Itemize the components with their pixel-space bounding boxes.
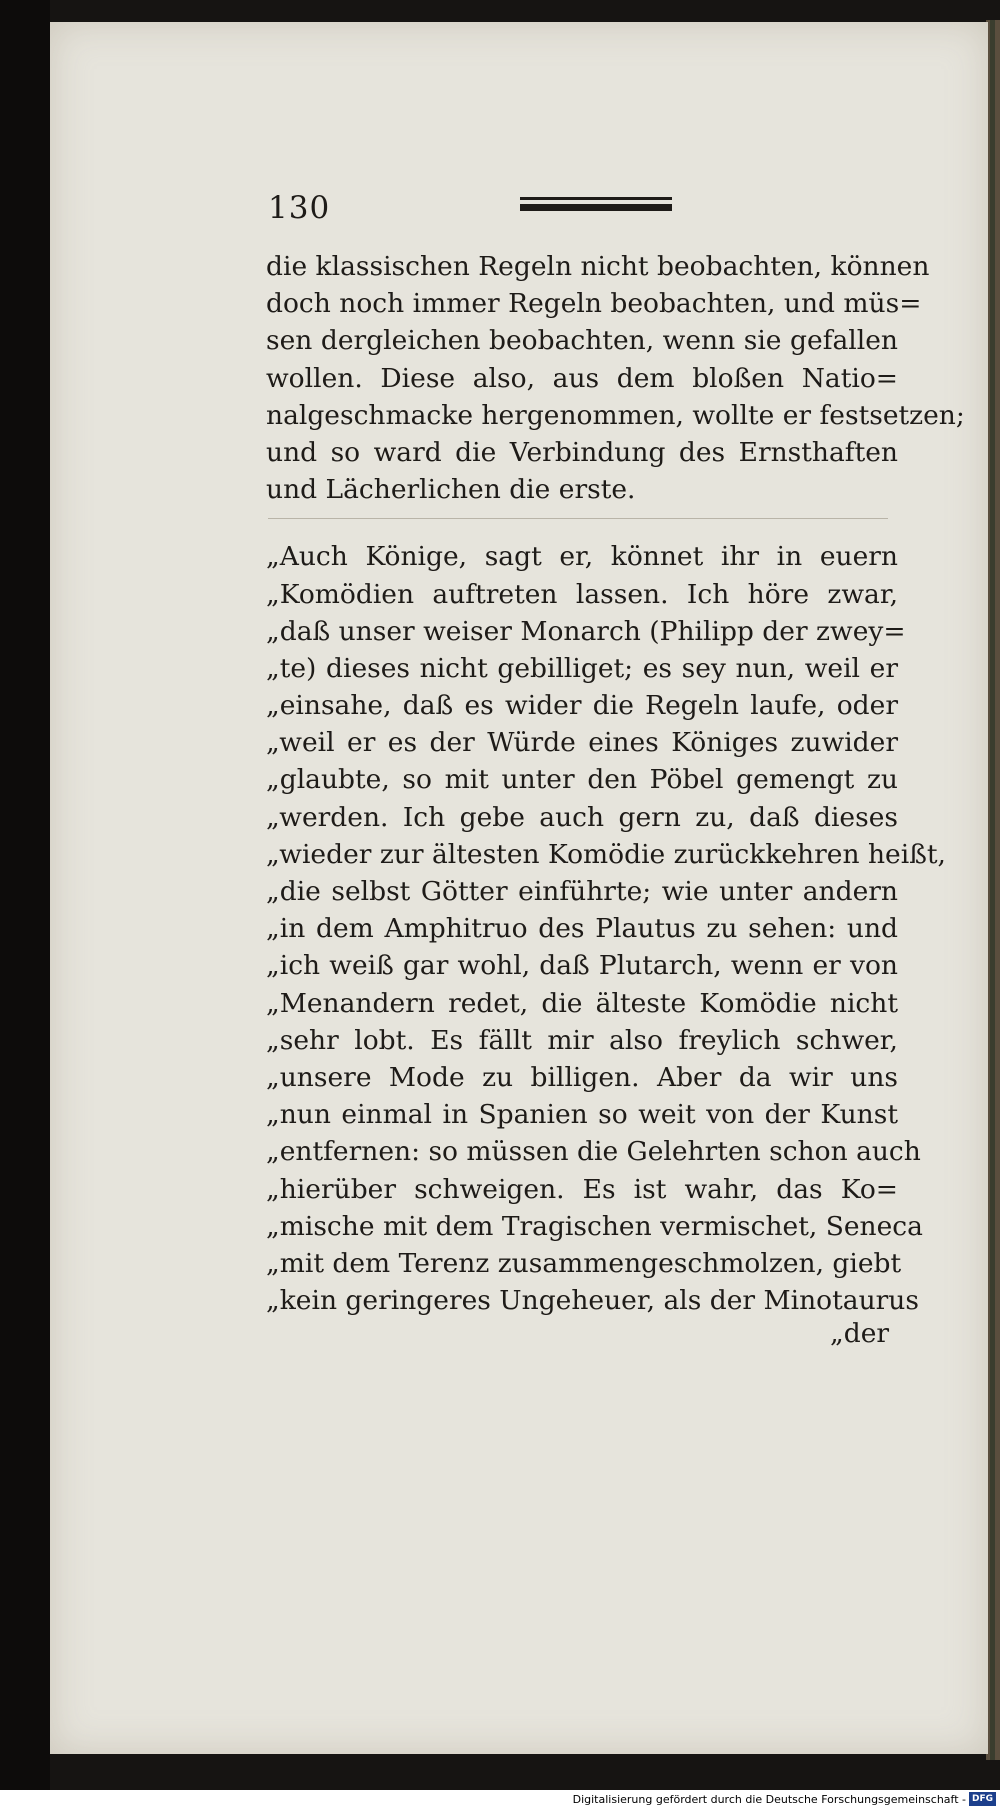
footer-credit: Digitalisierung gefördert durch die Deutsche Forschungsgemeinschaft -: [572, 1793, 966, 1806]
catchword: „der: [830, 1318, 890, 1349]
book-edge-right-inner: [990, 20, 995, 1760]
paragraph-2: [266, 538, 946, 1319]
text-line: „daß unser weiser Monarch (Philipp der zwey=: [266, 615, 906, 647]
text-line: „Menandern redet, die älteste Komödie nicht: [266, 987, 898, 1019]
text-line: „hierüber schweigen. Es ist wahr, das Ko=: [266, 1173, 898, 1205]
text-line: „entfernen: so müssen die Gelehrten schon auch: [266, 1136, 921, 1168]
text-line: nalgeschmacke hergenommen, wollte er festsetzen;: [266, 399, 965, 431]
text-line: „wieder zur ältesten Komödie zurückkehren heißt,: [266, 838, 946, 870]
text-line: „te) dieses nicht gebilliget; es sey nun, weil er: [266, 652, 898, 684]
paragraph-divider: [268, 518, 888, 519]
text-line: „Auch Könige, sagt er, könnet ihr in euern: [266, 541, 898, 573]
dfg-logo-icon: DFG: [969, 1792, 996, 1806]
text-line: „sehr lobt. Es fällt mir also freylich schwer,: [266, 1024, 898, 1056]
book-binding-left: [0, 0, 50, 1811]
text-line: „unsere Mode zu billigen. Aber da wir uns: [266, 1061, 898, 1093]
text-line: „in dem Amphitruo des Plautus zu sehen: und: [266, 913, 898, 945]
text-line: „glaubte, so mit unter den Pöbel gemengt zu: [266, 764, 898, 796]
text-line: „weil er es der Würde eines Königes zuwider: [266, 727, 898, 759]
body-text: [266, 248, 965, 1319]
header-rule-thin: [520, 197, 672, 200]
text-line: und so ward die Verbindung des Ernsthaften: [266, 436, 898, 468]
text-line: „ich weiß gar wohl, daß Plutarch, wenn er von: [266, 950, 898, 982]
text-line: wollen. Diese also, aus dem bloßen Natio=: [266, 362, 898, 394]
text-line: „einsahe, daß es wider die Regeln laufe, oder: [266, 690, 898, 722]
text-line: „die selbst Götter einführte; wie unter andern: [266, 876, 898, 907]
paragraph-1: [266, 248, 965, 508]
header-rule: [520, 204, 672, 211]
text-line: „nun einmal in Spanien so weit von der Kunst: [266, 1099, 898, 1131]
text-line: „mische mit dem Tragischen vermischet, Seneca: [266, 1210, 923, 1242]
text-line: „mit dem Terenz zusammengeschmolzen, giebt: [266, 1247, 902, 1279]
text-line: „Komödien auftreten lassen. Ich höre zwar,: [266, 578, 898, 610]
text-line: „kein geringeres Ungeheuer, als der Minotaurus: [266, 1285, 919, 1317]
text-line: doch noch immer Regeln beobachten, und müs=: [266, 288, 922, 320]
text-line: sen dergleichen beobachten, wenn sie gefallen: [266, 325, 898, 357]
text-line: „werden. Ich gebe auch gern zu, daß dieses: [266, 801, 898, 833]
page-number: 130: [268, 190, 331, 226]
page-header: [268, 190, 868, 230]
text-line: die klassischen Regeln nicht beobachten, können: [266, 251, 930, 282]
text-line: und Lächerlichen die erste.: [266, 474, 636, 506]
